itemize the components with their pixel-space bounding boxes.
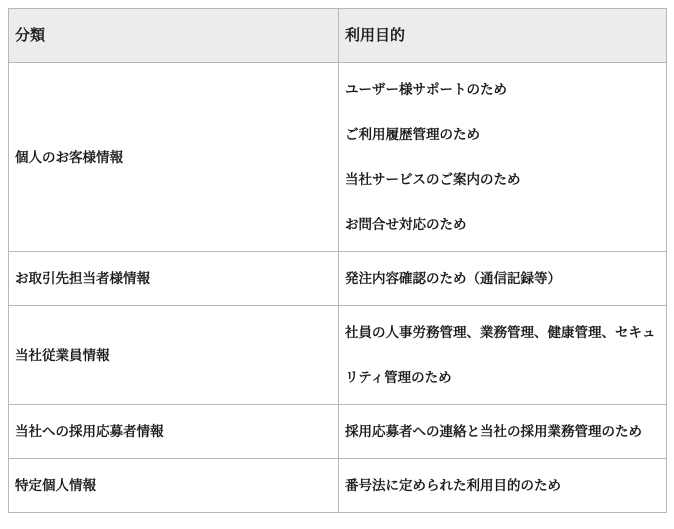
purpose-cell [339, 306, 667, 405]
category-cell: 当社への採用応募者情報 [9, 405, 339, 459]
category-cell: 当社従業員情報 [9, 306, 339, 405]
purpose-line: ご利用履歴管理のため [345, 127, 480, 142]
col-header-category: 分類 [9, 9, 339, 63]
purpose-line: 当社サービスのご案内のため [345, 172, 521, 187]
table-row [9, 306, 667, 405]
purpose-cell [339, 459, 667, 513]
purpose-line: 社員の人事労務管理、業務管理、健康管理、セキュリティ管理のため [345, 325, 656, 385]
purpose-line: 番号法に定められた利用目的のため [345, 478, 561, 493]
personal-info-usage-table [8, 8, 667, 513]
table-row [9, 405, 667, 459]
table-row [9, 63, 667, 252]
purpose-cell [339, 63, 667, 252]
table-body [9, 63, 667, 513]
purpose-line: 採用応募者への連絡と当社の採用業務管理のため [345, 424, 642, 439]
purpose-line: 発注内容確認のため（通信記録等） [345, 271, 561, 286]
purpose-cell [339, 252, 667, 306]
purpose-line: お問合せ対応のため [345, 217, 467, 232]
table-row [9, 459, 667, 513]
category-cell: 個人のお客様情報 [9, 63, 339, 252]
category-cell: お取引先担当者様情報 [9, 252, 339, 306]
table-row [9, 252, 667, 306]
col-header-purpose: 利用目的 [339, 9, 667, 63]
header-row [9, 9, 667, 63]
purpose-cell [339, 405, 667, 459]
category-cell: 特定個人情報 [9, 459, 339, 513]
purpose-line: ユーザー様サポートのため [345, 82, 507, 97]
